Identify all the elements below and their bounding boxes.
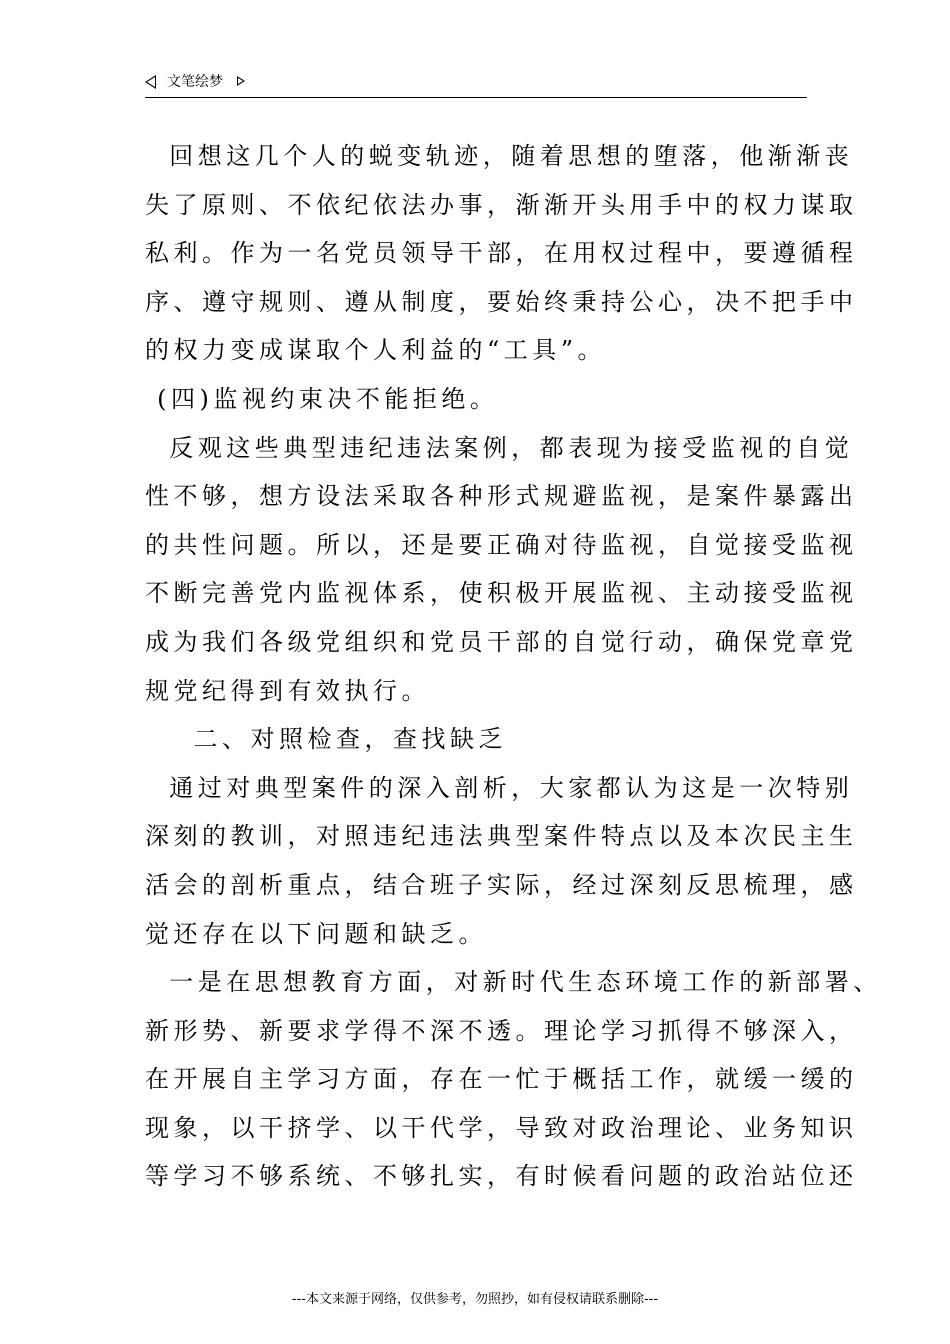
text-line: 规党纪得到有效执行。 bbox=[145, 676, 430, 705]
text-line: 序、遵守规则、遵从制度，要始终秉持公心，决不把手中 bbox=[145, 287, 858, 316]
page-header bbox=[145, 72, 805, 96]
text-line: 通过对典型案件的深入剖析，大家都认为这是一次特别 bbox=[145, 773, 854, 802]
header-rule bbox=[145, 97, 807, 98]
text-line: 现象，以干挤学、以干代学，导致对政治理论、业务知识 bbox=[145, 1113, 858, 1142]
text-line: 活会的剖析重点，结合班子实际，经过深刻反思梳理，感 bbox=[145, 870, 858, 899]
text-line: 新形势、新要求学得不深不透。理论学习抓得不够深入， bbox=[145, 1016, 858, 1045]
section-heading: (四)监视约束决不能拒绝。 bbox=[145, 384, 499, 413]
text-line: 一是在思想教育方面，对新时代生态环境工作的新部署、 bbox=[145, 968, 882, 997]
text-line: 在开展自主学习方面，存在一忙于概括工作，就缓一缓的 bbox=[145, 1065, 858, 1094]
footer-disclaimer: ---本文来源于网络，仅供参考，勿照抄，如有侵权请联系删除--- bbox=[291, 1292, 659, 1307]
left-triangle-icon bbox=[145, 75, 156, 89]
document-body bbox=[145, 132, 882, 1201]
text-line: 成为我们各级党组织和党员干部的自觉行动，确保党章党 bbox=[145, 627, 858, 656]
text-line: 私利。作为一名党员领导干部，在用权过程中，要遵循程 bbox=[145, 239, 858, 268]
header-title: 文笔绘梦 bbox=[167, 74, 223, 90]
text-line: 深刻的教训，对照违纪违法典型案件特点以及本次民主生 bbox=[145, 822, 858, 851]
text-line: 觉还存在以下问题和缺乏。 bbox=[145, 919, 487, 948]
text-line: 的权力变成谋取个人利益的“工具”。 bbox=[145, 336, 607, 365]
text-line: 不断完善党内监视体系，使积极开展监视、主动接受监视 bbox=[145, 579, 858, 608]
text-line: 失了原则、不依纪依法办事，渐渐开头用手中的权力谋取 bbox=[145, 190, 858, 219]
text-line: 性不够，想方设法采取各种形式规避监视，是案件暴露出 bbox=[145, 482, 858, 511]
text-line: 反观这些典型违纪违法案例，都表现为接受监视的自觉 bbox=[145, 433, 854, 462]
right-triangle-icon bbox=[237, 76, 245, 86]
text-line: 等学习不够系统、不够扎实，有时候看问题的政治站位还 bbox=[145, 1162, 858, 1191]
text-line: 的共性问题。所以，还是要正确对待监视，自觉接受监视 bbox=[145, 530, 858, 559]
text-line: 回想这几个人的蜕变轨迹，随着思想的堕落，他渐渐丧 bbox=[145, 142, 854, 170]
section-heading: 二、对照检查，查找缺乏 bbox=[145, 725, 508, 754]
